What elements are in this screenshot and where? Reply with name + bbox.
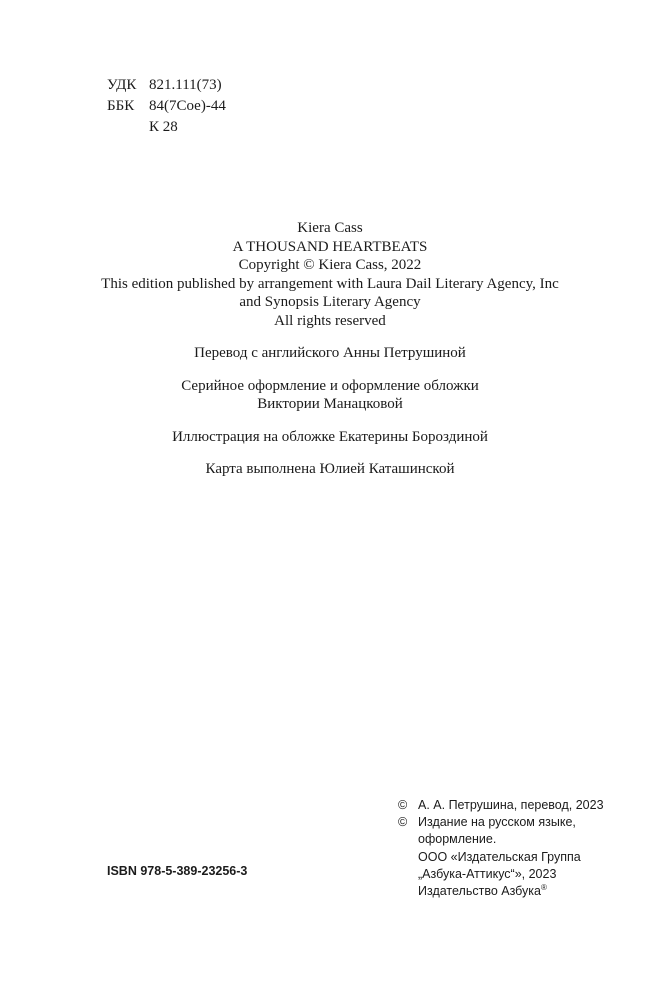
map-credit <box>0 460 660 479</box>
illustration-line: Иллюстрация на обложке Екатерины Бороздиной <box>172 428 488 445</box>
registered-mark: ® <box>541 882 547 892</box>
copyright-sign: © <box>398 815 408 830</box>
edition-copyright <box>398 814 604 900</box>
udc-row <box>107 75 226 96</box>
original-edition-info <box>0 219 660 330</box>
udc-value: 821.111(73) <box>149 77 222 93</box>
bbk-row <box>107 96 226 117</box>
author-mark-row <box>107 117 226 138</box>
edition-copyright-line: ООО «Издательская Группа <box>418 849 581 864</box>
design-line-1: Серийное оформление и оформление обложки <box>181 377 479 394</box>
copyright-sign: © <box>398 798 408 812</box>
udc-label: УДК <box>107 77 137 93</box>
map-line: Карта выполнена Юлией Каташинской <box>205 461 455 477</box>
bbk-label: ББК <box>107 98 135 114</box>
translator-line: Перевод с английского Анны Петрушиной <box>194 345 466 361</box>
edition-copyright-line: Издание на русском языке, <box>418 815 576 830</box>
bbk-value: 84(7Сое)-44 <box>149 98 226 114</box>
edition-copyright-line: оформление. <box>418 832 497 847</box>
design-line-2: Виктории Манацковой <box>257 396 403 412</box>
illustration-credit <box>0 428 660 447</box>
copyright-notices <box>398 797 604 900</box>
translation-copyright <box>398 797 604 814</box>
isbn: ISBN 978-5-389-23256-3 <box>107 864 248 878</box>
arrangement-line-1: This edition published by arrangement with Laura Dail Literary Agency, Inc <box>101 275 559 292</box>
rights-reserved: All rights reserved <box>274 312 386 329</box>
design-credit <box>0 377 660 414</box>
author-mark: К 28 <box>149 119 178 135</box>
translation-credit <box>0 344 660 363</box>
original-author: Kiera Cass <box>297 220 363 236</box>
credits-block <box>0 219 660 493</box>
classification-block <box>107 75 226 138</box>
original-title: A THOUSAND HEARTBEATS <box>232 238 428 255</box>
original-copyright: Copyright © Kiera Cass, 2022 <box>238 257 422 273</box>
publisher-name: Издательство Азбука <box>418 884 541 899</box>
translation-copyright-text: А. А. Петрушина, перевод, 2023 <box>418 798 604 812</box>
edition-copyright-line: „Азбука-Аттикус“», 2023 <box>418 866 557 881</box>
edition-copyright-line <box>418 883 581 900</box>
arrangement-line-2: and Synopsis Literary Agency <box>239 294 421 310</box>
